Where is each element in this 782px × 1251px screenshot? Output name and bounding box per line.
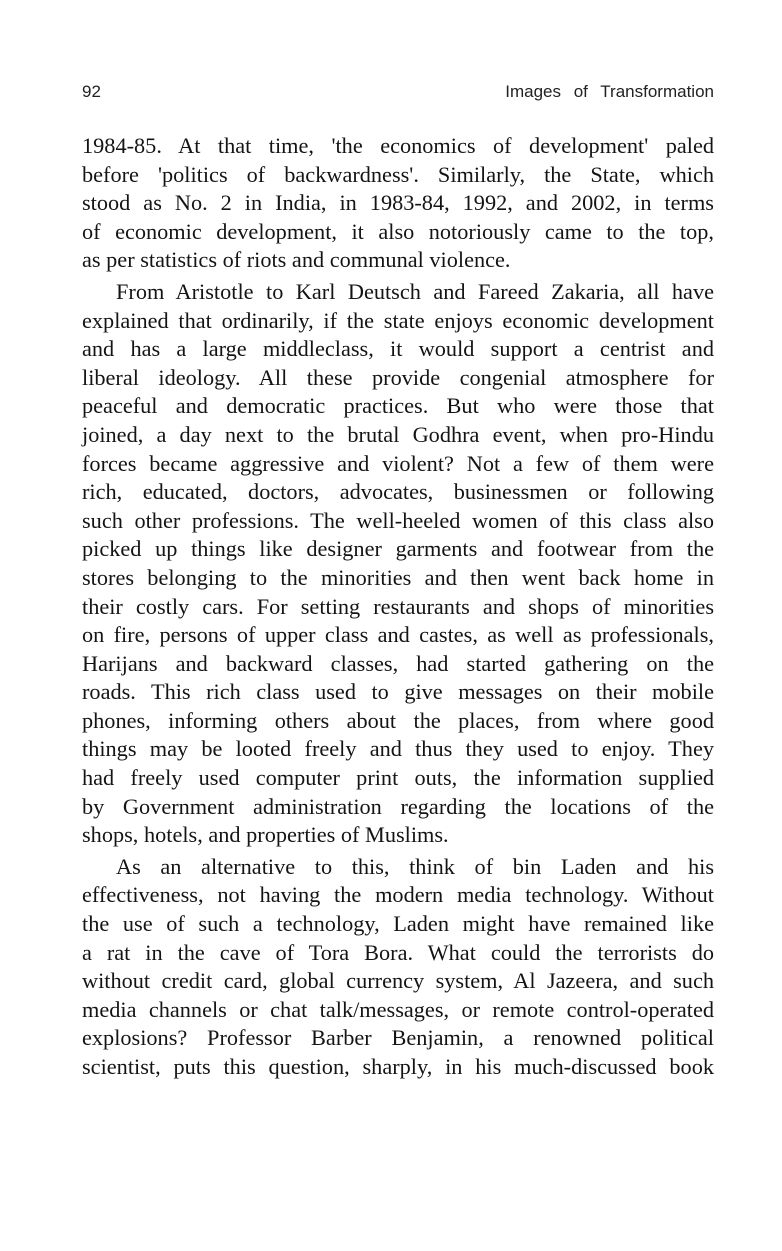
text-line: their costly cars. For setting restaurants and shops of minorities [82, 593, 714, 619]
text-line: joined, a day next to the brutal Godhra event, when pro-Hindu [82, 421, 714, 447]
text-line: media channels or chat talk/messages, or remote control-operated [82, 996, 714, 1022]
text-line: such other professions. The well-heeled women of this class also [82, 507, 714, 533]
text-line: liberal ideology. All these provide congenial atmosphere for [82, 364, 714, 390]
text-line: had freely used computer print outs, the information supplied [82, 765, 714, 791]
text-line: on fire, persons of upper class and castes, as well as professionals, [82, 622, 714, 648]
book-page [82, 82, 714, 1082]
text-line: of economic development, it also notoriously came to the top, [82, 218, 714, 244]
text-line: shops, hotels, and properties of Muslims. [82, 822, 449, 848]
text-line: From Aristotle to Karl Deutsch and Fareed Zakaria, all have [116, 278, 714, 304]
text-line: As an alternative to this, think of bin Laden and his [116, 853, 714, 879]
text-line: things may be looted freely and thus they used to enjoy. They [82, 736, 714, 762]
paragraph-1 [82, 132, 714, 275]
paragraph-2 [82, 278, 714, 850]
text-line: 1984-85. At that time, 'the economics of development' paled [82, 133, 714, 158]
text-line: by Government administration regarding the locations of the [82, 793, 714, 819]
text-line: roads. This rich class used to give messages on their mobile [82, 679, 714, 705]
page-number: 92 [82, 82, 101, 101]
text-line: phones, informing others about the places, from where good [82, 707, 714, 733]
running-title: Images of Transformation [505, 82, 714, 101]
text-line: as per statistics of riots and communal violence. [82, 247, 511, 273]
text-line: scientist, puts this question, sharply, in his much-discussed book [82, 1054, 714, 1079]
text-line: before 'politics of backwardness'. Similarly, the State, which [82, 161, 714, 187]
text-line: the use of such a technology, Laden might have remained like [82, 911, 714, 937]
text-line: without credit card, global currency system, Al Jazeera, and such [82, 968, 714, 994]
text-line: explosions? Professor Barber Benjamin, a renowned political [82, 1025, 714, 1051]
text-line: picked up things like designer garments and footwear from the [82, 536, 714, 562]
text-line: forces became aggressive and violent? Not a few of them were [82, 450, 714, 476]
body-text [82, 132, 714, 1082]
text-line: explained that ordinarily, if the state enjoys economic development [82, 307, 714, 333]
paragraph-3 [82, 853, 714, 1082]
text-line: stood as No. 2 in India, in 1983-84, 1992, and 2002, in terms [82, 190, 714, 216]
text-line: effectiveness, not having the modern media technology. Without [82, 882, 714, 908]
text-line: a rat in the cave of Tora Bora. What could the terrorists do [82, 939, 714, 965]
running-header [82, 82, 714, 112]
text-line: and has a large middleclass, it would support a centrist and [82, 336, 714, 362]
text-line: stores belonging to the minorities and then went back home in [82, 564, 714, 590]
text-line: peaceful and democratic practices. But who were those that [82, 393, 714, 419]
text-line: rich, educated, doctors, advocates, businessmen or following [82, 479, 714, 505]
text-line: Harijans and backward classes, had started gathering on the [82, 650, 714, 676]
